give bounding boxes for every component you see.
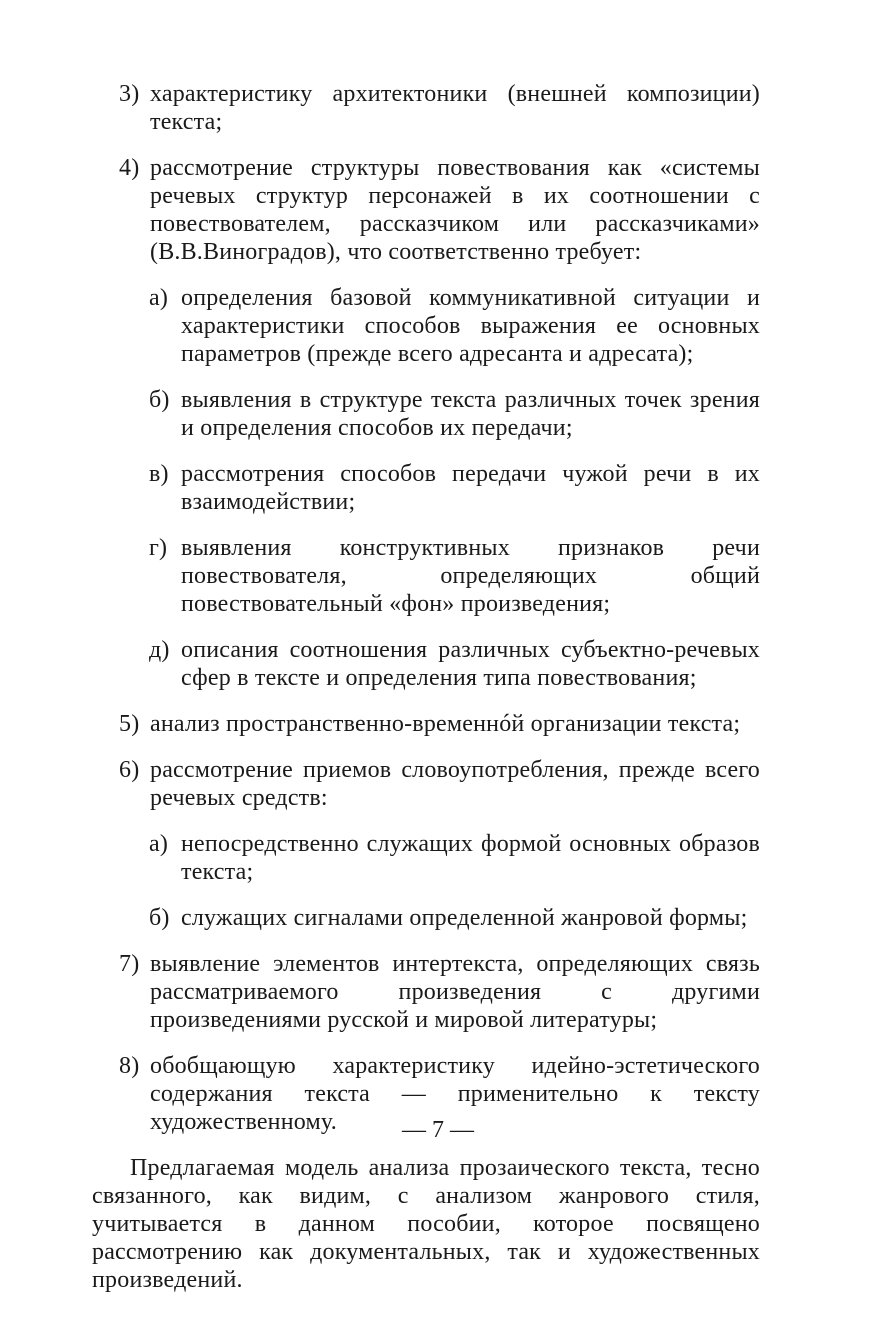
list-item-text: рассмотрение приемов словоупотребления, прежде всего речевых средств: [150,757,760,811]
list-marker: а) [149,831,169,857]
list-item-text: выявления в структуре текста различных точек зрения и определения способов их передачи; [181,387,760,441]
list-item-text: анализ пространственно-временнóй организации текста; [150,711,741,737]
list-marker: 4) [119,155,140,181]
list-item-3 [92,80,760,136]
list-marker: д) [149,637,170,663]
sub-item-b [92,386,760,442]
list-item-text: определения базовой коммуникативной ситуации и характеристики способов выражения ее основных параметров (прежде всего адресанта и адресата); [181,285,760,367]
list-item-6 [92,756,760,812]
list-marker: г) [149,535,168,561]
list-item-text: описания соотношения различных субъектно-речевых сфер в тексте и определения типа повествования; [181,637,760,691]
list-item-text: характеристику архитектоники (внешней композиции) текста; [150,81,760,135]
list-item-text: выявление элементов интертекста, определяющих связь рассматриваемого произведения с другими произведениями русской и мировой литературы; [150,951,760,1033]
list-marker: б) [149,905,170,931]
list-item-5 [92,710,760,738]
list-marker: в) [149,461,169,487]
list-item-text: обобщающую характеристику идейно-эстетического содержания текста — применительно к тексту художественному. [150,1053,760,1135]
sub-item-a [92,830,760,886]
list-marker: а) [149,285,169,311]
list-item-7 [92,950,760,1034]
sub-item-v [92,460,760,516]
list-marker: 5) [119,711,140,737]
page-number: — 7 — [402,1117,474,1143]
list-item-text: выявления конструктивных признаков речи повествователя, определяющих общий повествовательный «фон» произведения; [181,535,760,617]
sub-item-d [92,636,760,692]
summary-paragraph: Предлагаемая модель анализа прозаического текста, тесно связанного, как видим, с анализом жанрового стиля, учитывается в данном пособии, которое посвящено рассмотрению как документальных, так и художественных произведений. [92,1155,760,1293]
list-marker: 7) [119,951,140,977]
list-marker: б) [149,387,170,413]
sub-item-g [92,534,760,618]
list-item-4 [92,154,760,266]
list-item-text: рассмотрение структуры повествования как «системы речевых структур персонажей в их соотношении с повествователем, рассказчиком или рассказчиками» (В.В.Виноградов), что соответственно требует: [150,155,760,265]
list-item-text: служащих сигналами определенной жанровой формы; [181,905,748,931]
list-marker: 3) [119,81,140,107]
list-marker: 8) [119,1053,140,1079]
list-marker: 6) [119,757,140,783]
sub-item-a [92,284,760,368]
list-item-text: рассмотрения способов передачи чужой речи в их взаимодействии; [181,461,760,515]
list-item-text: непосредственно служащих формой основных образов текста; [181,831,760,885]
sub-item-b [92,904,760,932]
